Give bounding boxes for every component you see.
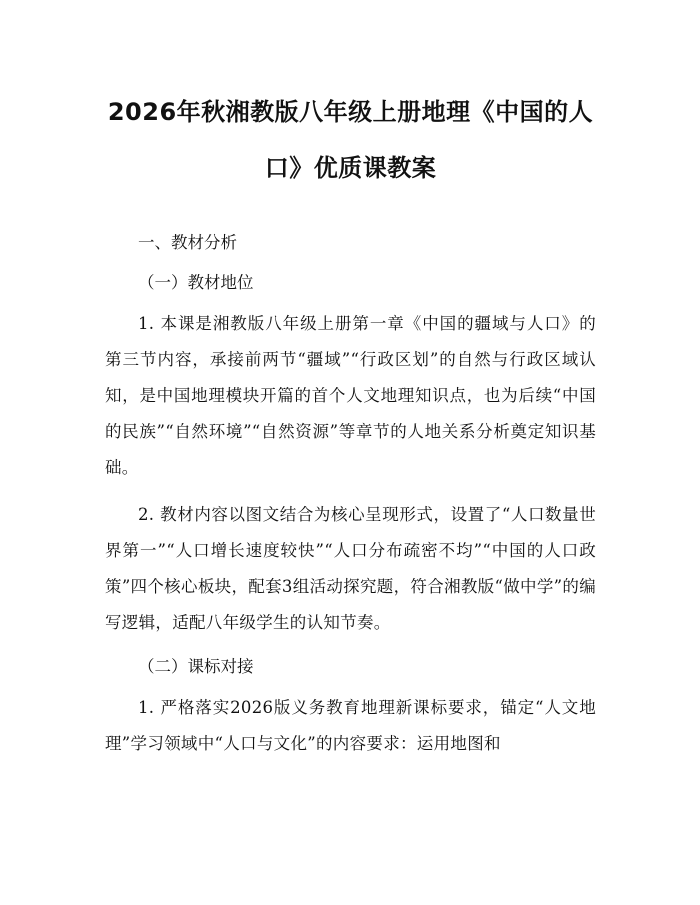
document-title: 2026年秋湘教版八年级上册地理《中国的人口》优质课教案 bbox=[107, 98, 594, 182]
paragraph-2: 2. 教材内容以图文结合为核心呈现形式，设置了“人口数量世界第一”“人口增长速度较快”“人口分布疏密不均”“中国的人口政策”四个核心板块，配套3组活动探究题，符合湘教版“做中学”的编写逻辑，适配八年级学生的认知节奏。 bbox=[105, 505, 596, 632]
paragraph-1: 1. 本课是湘教版八年级上册第一章《中国的疆域与人口》的第三节内容，承接前两节“疆域”“行政区划”的自然与行政区域认知，是中国地理模块开篇的首个人文地理知识点，也为后续“中国的民族”“自然环境”“自然资源”等章节的人地关系分析奠定知识基础。 bbox=[105, 314, 596, 477]
section-heading-1: 一、教材分析 bbox=[138, 233, 237, 252]
subsection-heading-curriculum: （二）课标对接 bbox=[138, 657, 254, 676]
paragraph-3: 1. 严格落实2026版义务教育地理新课标要求，锚定“人文地理”学习领域中“人口与文化”的内容要求：运用地图和 bbox=[105, 698, 596, 753]
subsection-heading-textbook-position: （一）教材地位 bbox=[138, 273, 254, 292]
